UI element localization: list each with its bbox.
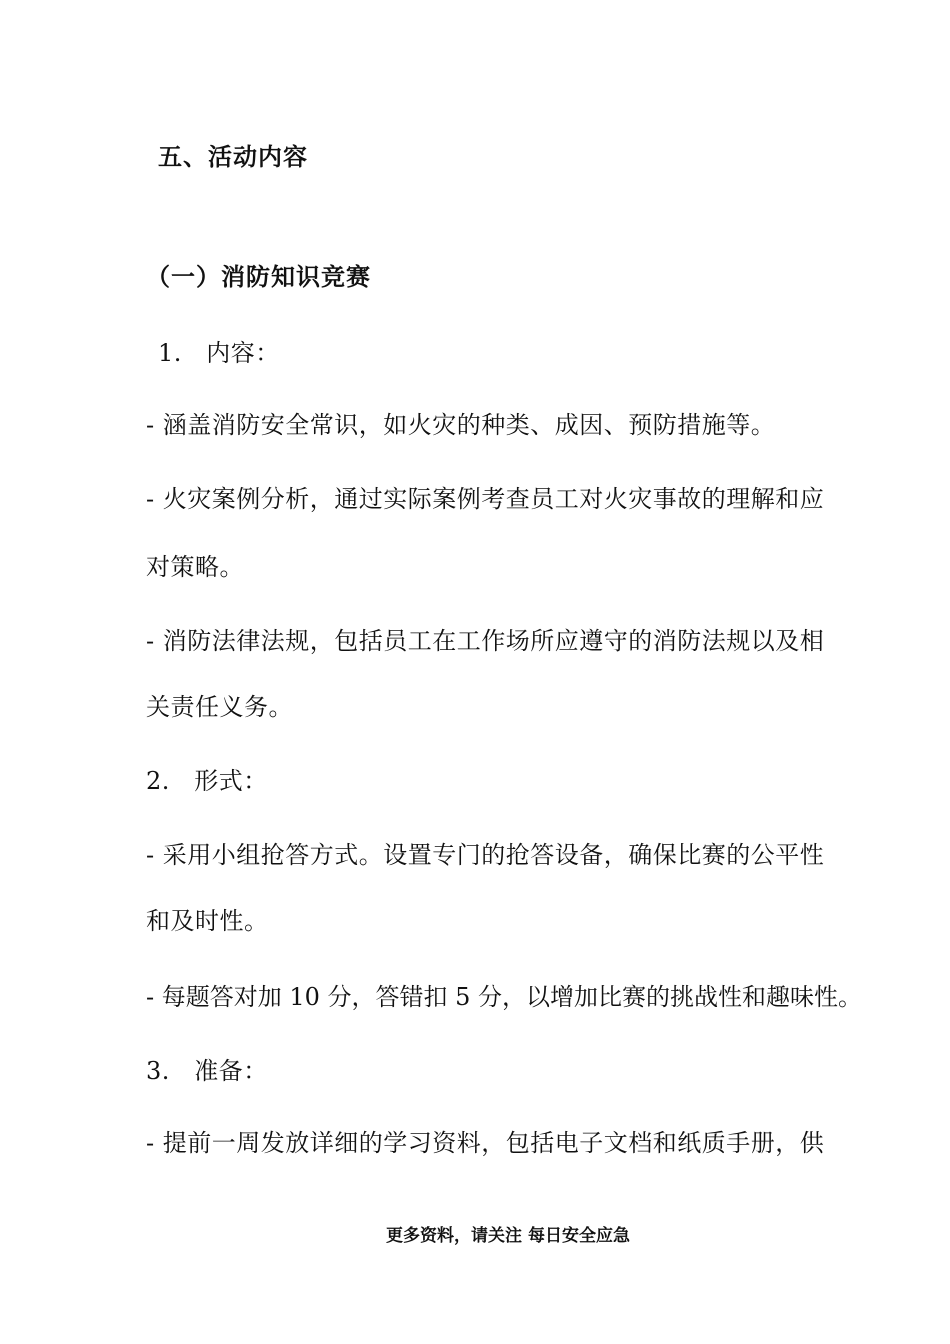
paragraph-line: - 消防法律法规，包括员工在工作场所应遵守的消防法规以及相 bbox=[146, 627, 825, 655]
paragraph-line: - 涵盖消防安全常识，如火灾的种类、成因、预防措施等。 bbox=[146, 411, 776, 439]
paragraph-line: - 采用小组抢答方式。设置专门的抢答设备，确保比赛的公平性 bbox=[146, 841, 825, 869]
item-number-3: 3. 准备： bbox=[146, 1057, 268, 1085]
item-number-1: 1. 内容： bbox=[158, 339, 280, 367]
paragraph-line: 对策略。 bbox=[146, 553, 244, 581]
paragraph-line: - 提前一周发放详细的学习资料，包括电子文档和纸质手册，供 bbox=[146, 1129, 825, 1157]
footer-note: 更多资料，请关注 每日安全应急 bbox=[386, 1226, 630, 1246]
paragraph-line: - 火灾案例分析，通过实际案例考查员工对火灾事故的理解和应 bbox=[146, 485, 825, 513]
subsection-heading: （一）消防知识竞赛 bbox=[146, 263, 371, 291]
paragraph-line: - 每题答对加 10 分，答错扣 5 分，以增加比赛的挑战性和趣味性。 bbox=[146, 983, 863, 1011]
item-number-2: 2. 形式： bbox=[146, 767, 268, 795]
paragraph-line: 和及时性。 bbox=[146, 907, 269, 935]
paragraph-line: 关责任义务。 bbox=[146, 693, 293, 721]
section-heading: 五、活动内容 bbox=[158, 143, 308, 171]
